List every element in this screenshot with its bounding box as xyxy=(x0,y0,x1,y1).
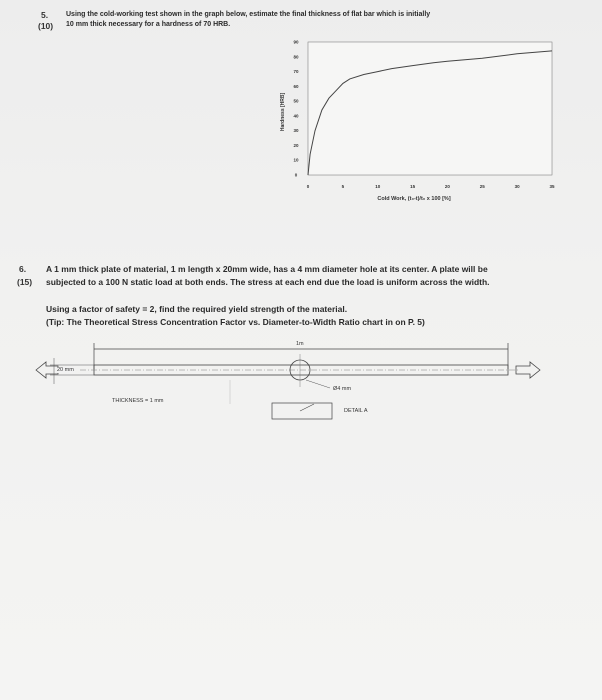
q6-text-line4: (Tip: The Theoretical Stress Concentration Factor vs. Diameter-to-Width Ratio chart in on P. 5) xyxy=(46,317,425,327)
q6-number: 6. xyxy=(19,264,27,274)
width-label: 20 mm xyxy=(57,367,74,373)
right-load-arrow xyxy=(516,362,540,378)
x-tick-label: 5 xyxy=(341,184,345,189)
q5-text-line1: Using the cold-working test shown in the graph below, estimate the final thickness of flat bar which is initially xyxy=(66,11,431,18)
q6-points: (15) xyxy=(17,277,33,287)
q6-text-line1: A 1 mm thick plate of material, 1 m length x 20mm wide, has a 4 mm diameter hole at its center. A plate will be xyxy=(46,264,488,274)
detail-a-box xyxy=(272,403,332,419)
hole-leader xyxy=(306,380,330,388)
y-tick-label: 70 xyxy=(293,69,299,75)
y-tick-label: 60 xyxy=(293,83,299,89)
hole-label: Ø4 mm xyxy=(333,386,352,392)
y-tick-label: 10 xyxy=(293,157,299,163)
x-tick-label: 30 xyxy=(514,184,520,189)
y-tick-label: 0 xyxy=(294,172,298,178)
x-tick-label: 15 xyxy=(410,184,416,189)
x-tick-label: 0 xyxy=(306,184,310,189)
y-tick-label: 90 xyxy=(293,39,299,45)
chart-x-axis-label: Cold Work, (t₀-t)/t₀ x 100 [%] xyxy=(377,196,451,202)
y-tick-label: 40 xyxy=(293,113,299,119)
q6-text-line2: subjected to a 100 N static load at both ends. The stress at each end due the load is uniform across the width. xyxy=(46,277,490,287)
q6-text-line3: Using a factor of safety = 2, find the required yield strength of the material. xyxy=(46,304,348,314)
y-tick-label: 50 xyxy=(293,98,299,104)
q5-points: (10) xyxy=(38,21,54,31)
y-tick-label: 20 xyxy=(293,142,299,148)
left-load-arrow xyxy=(36,362,58,378)
x-tick-label: 25 xyxy=(479,184,485,189)
x-tick-label: 10 xyxy=(375,184,381,189)
detail-leader xyxy=(300,404,314,411)
q5-text-line2: 10 mm thick necessary for a hardness of 70 HRB. xyxy=(66,21,231,28)
thickness-label: THICKNESS = 1 mm xyxy=(112,398,164,404)
y-tick-label: 30 xyxy=(293,128,299,134)
x-tick-label: 35 xyxy=(549,184,555,189)
chart-y-axis-label: Hardness [HRB] xyxy=(280,92,286,132)
q5-number: 5. xyxy=(41,10,49,20)
x-tick-label: 20 xyxy=(444,184,450,189)
detail-a-label: DETAIL A xyxy=(344,408,368,414)
length-label: 1m xyxy=(296,341,304,347)
y-tick-label: 80 xyxy=(293,54,299,60)
